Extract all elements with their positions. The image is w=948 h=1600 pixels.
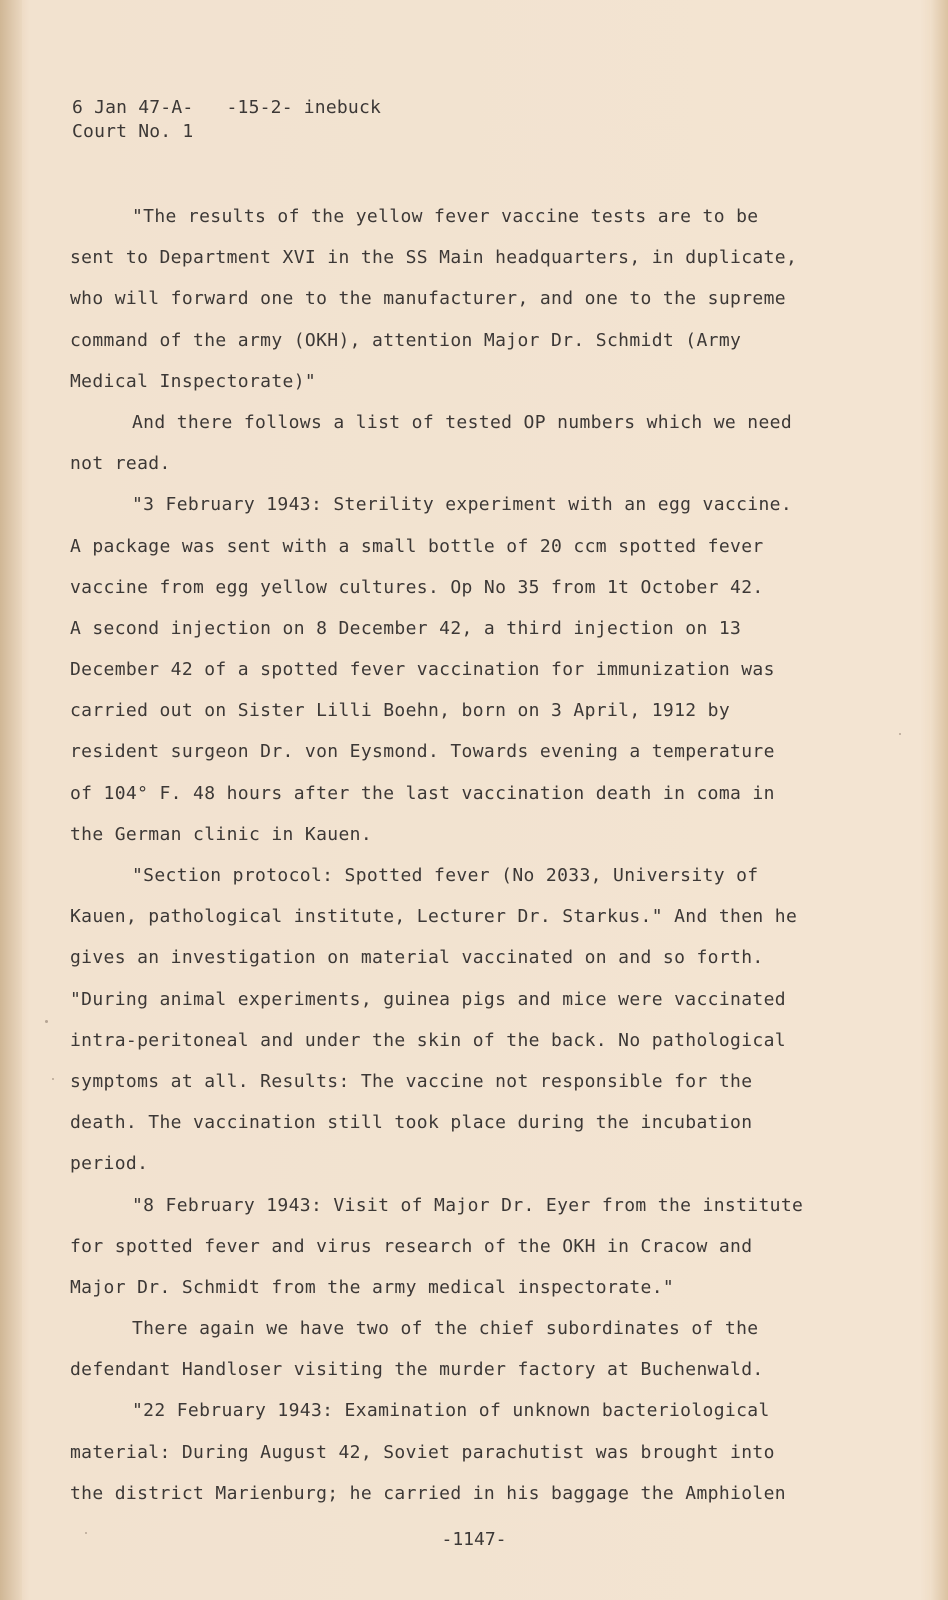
text-line: for spotted fever and virus research of the OKH in Cracow and <box>70 1235 753 1257</box>
text-line: December 42 of a spotted fever vaccination for immunization was <box>70 659 775 681</box>
text-line: material: During August 42, Soviet parachutist was brought into <box>70 1441 775 1463</box>
text-line: "22 February 1943: Examination of unknown bacteriological <box>132 1400 770 1422</box>
text-line: Kauen, pathological institute, Lecturer Dr. Starkus." And then he <box>70 906 798 928</box>
text-line: "Section protocol: Spotted fever (No 2033, University of <box>132 865 759 886</box>
text-line: gives an investigation on material vaccinated on and so forth. <box>70 947 764 969</box>
text-line: defendant Handloser visiting the murder factory at Buchenwald. <box>70 1359 764 1381</box>
text-line: vaccine from egg yellow cultures. Op No 35 from 1t October 42. <box>70 576 764 598</box>
text-line: Medical Inspectorate)" <box>70 370 317 392</box>
page-header <box>72 96 772 144</box>
text-line: the German clinic in Kauen. <box>70 823 373 845</box>
text-line: "3 February 1943: Sterility experiment with an egg vaccine. <box>132 494 793 516</box>
paper-speck <box>52 1078 54 1080</box>
paper-right-edge <box>930 0 948 1600</box>
text-line: "The results of the yellow fever vaccine tests are to be <box>132 206 759 227</box>
paper-speck <box>45 1020 48 1023</box>
text-line: "During animal experiments, guinea pigs and mice were vaccinated <box>70 988 786 1010</box>
text-line: the district Marienburg; he carried in his baggage the Amphiolen <box>70 1482 786 1504</box>
paper-speck <box>899 733 901 735</box>
text-line: resident surgeon Dr. von Eysmond. Towards evening a temperature <box>70 741 775 763</box>
header-line-2: Court No. 1 <box>72 121 194 142</box>
header-line-1: 6 Jan 47-A- -15-2- inebuck <box>72 97 382 118</box>
text-line: And there follows a list of tested OP numbers which we need <box>132 411 793 433</box>
text-line: Major Dr. Schmidt from the army medical inspectorate." <box>70 1276 675 1298</box>
text-line: not read. <box>70 453 171 475</box>
text-line: who will forward one to the manufacturer, and one to the supreme <box>70 288 786 310</box>
document-body <box>70 196 870 1514</box>
text-line: "8 February 1943: Visit of Major Dr. Eyer from the institute <box>132 1194 804 1216</box>
text-line: A package was sent with a small bottle of 20 ccm spotted fever <box>70 535 764 557</box>
text-line: symptoms at all. Results: The vaccine not responsible for the <box>70 1070 753 1092</box>
text-line: There again we have two of the chief subordinates of the <box>132 1318 759 1340</box>
text-line: carried out on Sister Lilli Boehn, born on 3 April, 1912 by <box>70 700 731 722</box>
text-line: of 104° F. 48 hours after the last vaccination death in coma in <box>70 782 775 804</box>
page-number: -1147- <box>441 1529 507 1550</box>
text-line: A second injection on 8 December 42, a third injection on 13 <box>70 617 742 639</box>
paper-left-edge <box>0 0 22 1600</box>
text-line: period. <box>70 1153 149 1175</box>
text-line: sent to Department XVI in the SS Main headquarters, in duplicate, <box>70 247 798 269</box>
text-line: death. The vaccination still took place during the incubation <box>70 1112 753 1134</box>
text-line: intra-peritoneal and under the skin of the back. No pathological <box>70 1029 786 1051</box>
text-line: command of the army (OKH), attention Major Dr. Schmidt (Army <box>70 329 742 351</box>
paper-speck <box>85 1532 87 1534</box>
